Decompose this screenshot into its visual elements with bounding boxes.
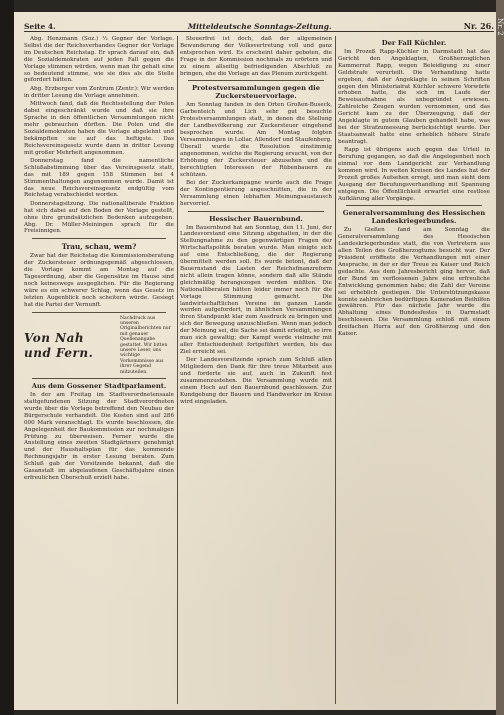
- article-paragraph: Mittwoch fand, daß die Rechtsstellung der Polen dabei eingeschränkt wurde und daß sie ihre Sprache in den öffentlichen Versammlungen nicht mehr gebrauchen dürften. Die Polen und die Sozialdemokraten haben die Vorlage abgelehnt und bekämpften sie auf das heftigste. Das Reichsvereinsgesetz wurde dann in dritter Lesung mit großer Mehrheit angenommen.: [24, 101, 174, 156]
- article-paragraph: Abg. Henzmann (Soz.) ½ Gegner der Vorlage. Selbst die der Reichsverbandes Gegner der Vorlage im Deutschen Reichstag. Er sprach darauf ein, daß die Sozialdemokraten auf jeden Fall gegen die Vorlage stimmen würden, wenn man ihr gehalt eine so bedeutend stimme, wie sie dies als die Stelle gefordert hätten.: [24, 36, 174, 84]
- column-1: [24, 36, 174, 704]
- article-headline: Der Fall Küchler.: [381, 39, 447, 47]
- newspaper-title: Mitteldeutsche Sonntags-Zeitung.: [187, 22, 332, 31]
- section-title: Von Nah und Fern.: [24, 330, 94, 360]
- article-paragraph: Donnerstag fand die namentliche Schlußabstimmung über das Vereinsgesetz statt, das mit 189 gegen 158 Stimmen bei 4 Stimmenthaltungen angenommen wurde. Damit ist das neue Reichsvereinsgesetz endgültig vom Reichstag verabschiedet worden.: [24, 157, 174, 199]
- article-paragraph: In der am Freitag im Stadtverordnetensaale stattgefundenen Sitzung der Stadtverordneten wurde über die Vorlage betreffend den Neubau der Bürgerschule verhandelt. Die Kosten sind auf 286 000 Mark veranschlagt. Es wurde beschlossen, die Angelegenheit der Baukommission zur nochmaligen Prüfung zu überweisen. Ferner wurde die Anstellung eines zweiten Stadtgärtners genehmigt und der Haushaltsplan für das kommende Rechnungsjahr in erster Lesung beraten. Zum Schluß gab der Vorsitzende bekannt, daß die Gasanstalt im abgelaufenen Geschäftsjahre einen erfreulichen Überschuß erzielt habe.: [24, 392, 174, 481]
- section-divider: [188, 211, 324, 212]
- article-paragraph: Zwar hat der Reichstag die Kommissionsberatung der Zuckersteuer ordnungsgemäß abgeschlossen, die Vorlage kommt am Montag auf die Tagesordnung, aber die Gegensätze im Hause sind noch keineswegs ausgeglichen. Für die Regierung wäre es ein schwerer Schlag, wenn das Gesetz im letzten Augenblick noch scheitern würde. Gesiegt hat die Partei der Vernunft.: [24, 253, 174, 308]
- article-headline: Protestversammlungen gegen die Zuckersteuervorlage.: [191, 84, 321, 101]
- scan-right-edge: [496, 0, 504, 715]
- section-divider: [346, 205, 482, 206]
- issue-number: Nr. 26.: [463, 21, 494, 31]
- section-divider: [188, 80, 324, 81]
- reprint-note: Nachdruck aus unseren Originalberichten nur mit genauer Quellenangabe gestattet. Wir bitten unsere Leser, uns wichtige Vorkommnisse aus ihrer Gegend mitzuteilen.: [120, 315, 171, 375]
- article-paragraph: Der Landesvorsitzende sprach zum Schluß allen Mitgliedern den Dank für ihre treue Mitarbeit aus und forderte sie auf, auch in Zukunft fest zusammenzustehen. Die Versammlung wurde mit einem Hoch auf den Bauernbund geschlossen. Zur Kundgebung der Bauern und Handwerker im Kreise wird eingeladen.: [180, 357, 332, 405]
- article-paragraph: Zu Gießen fand am Sonntag die Generalversammlung des Hessischen Landeskriegerbundes statt, die von Vertretern aus allen Teilen des Großherzogtums besucht war. Der Präsident eröffnete die Verhandlungen mit einer Ansprache, in der er der Treue zu Kaiser und Reich gedachte. Aus dem Jahresbericht ging hervor, daß der Bund im verflossenen Jahre eine erfreuliche Entwicklung genommen habe; die Zahl der Vereine sei erheblich gestiegen. Die Unterstützungskasse konnte zahlreichen bedürftigen Kameraden Beihilfen gewähren. Für das nächste Jahr wurde die Abhaltung eines Bundesfestes in Darmstadt beschlossen. Die Versammlung schloß mit einem dreifachen Hurra auf den Großherzog und den Kaiser.: [338, 227, 490, 338]
- article-headline: Aus dem Gossener Stadtparlament.: [31, 382, 167, 391]
- article-paragraph: Bei der Zuckerkampagne wurde auch die Frage der Kontingentierung angeschnitten, die in der Versammlung einen lebhaften Meinungsaustausch hervorrief.: [180, 179, 332, 207]
- article-paragraph: Am Sonntag fanden in den Orten Großen-Buseck, Garbenteich und Lich sehr gut besuchte Protestversammlungen statt, in denen die Stellung der Landbevölkerung zur Zuckersteuer eingehend besprochen wurde. Am Montag folgten Versammlungen in Lollar, Allendorf und Staufenberg. Überall wurde die Resolution einstimmig angenommen, welche die Regierung ersucht, von der Erhöhung der Zuckersteuer abzusehen und die berechtigten Interessen der Rübenbauern zu schützen.: [180, 102, 332, 178]
- section-divider: [32, 312, 166, 313]
- column-rule: [335, 36, 336, 704]
- column-rule: [177, 36, 178, 704]
- adjacent-page-number: Nr. 2: [496, 18, 504, 36]
- section-masthead: [24, 316, 174, 375]
- article-headline: Hessischer Bauernbund.: [209, 214, 303, 223]
- column-2: [180, 36, 332, 704]
- article-paragraph: Steuerfrei ist doch, daß der allgemeinen Bewunderung der Volksvertretung voll und ganz entsprochen wird. Es erscheint daher geboten, die Frage in der Kommission nochmals zu erörtern und zu einem allseitig befriedigenden Abschluß zu bringen, ehe die Vorlage an das Plenum zurückgeht.: [180, 36, 332, 77]
- newspaper-page: [14, 12, 496, 710]
- article-paragraph: Rapp ist übrigens auch gegen das Urteil in Berufung gegangen, so daß die Angelegenheit noch einmal vor dem Landgericht zur Verhandlung kommen wird. In weiten Kreisen des Landes hat der Prozeß großes Aufsehen erregt, und man sieht dem Ausgang der Berufungsverhandlung mit Spannung entgegen. Die Öffentlichkeit erwartet eine restlose Aufklärung aller Vorgänge.: [338, 147, 490, 202]
- section-divider: [32, 238, 166, 239]
- article-paragraph: Im Bauernbund hat am Sonntag, den 11. Juni, der Landesvorstand eine Sitzung abgehalten, in der die Stellungnahme zu den gegenwärtigen Fragen der Wirtschaftspolitik beraten wurde. Man einigte sich auf eine Entschließung, die der Regierung übermittelt werden soll. Es wurde betont, daß der Bauernstand die Lasten der Reichsfinanzreform nicht allein tragen könne, sondern daß alle Stände gleichmäßig herangezogen werden müßten. Die Nationalliberalen hätten leider immer noch für die Vorlage Stimmung gemacht. Die landwirtschaftlichen Vereine im ganzen Lande werden aufgefordert, in ähnlichen Versammlungen ihren Standpunkt klar zum Ausdruck zu bringen und sich der Bewegung anzuschließen. Wenn man jedoch der Meinung sei, die Sache sei damit erledigt, so irre man sich gewaltig; der Kampf werde vielmehr mit aller Entschiedenheit fortgeführt werden, bis das Ziel erreicht sei.: [180, 224, 332, 355]
- scan-left-edge: [0, 0, 14, 715]
- page-header: [24, 18, 494, 32]
- article-headline: Trau, schau, wem?: [61, 242, 137, 252]
- section-divider: [32, 378, 166, 379]
- article-paragraph: Donnerstagsitzung. Die nationalliberale Fraktion hat sich dabei auf den Boden der Vorlage gestellt, ohne ihre grundsätzlichen Bedenken aufzugeben. Abg. Dr. Müller-Meiningen sprach für die Freisinnigen.: [24, 200, 174, 235]
- article-headline: Generalversammlung des Hessischen Landeskriegerbundes.: [342, 209, 486, 226]
- page-number: Seite 4.: [24, 22, 56, 31]
- column-3: [338, 36, 490, 704]
- article-paragraph: Abg. Erzberger vom Zentrum (Zentr.): Wir werden in dritter Lesung die Vorlage annehmen.: [24, 85, 174, 99]
- article-paragraph: Im Prozeß Rapp-Küchler in Darmstadt hat das Gericht den Angeklagten, Großherzoglichen Kammerrat Rapp, wegen Beleidigung zu einer Geldstrafe verurteilt. Die Verhandlung hatte ergeben, daß der Angeklagte in seinen Schriften gegen den Ministerialrat Küchler schwere Vorwürfe erhoben hatte, die sich im Laufe der Beweisaufnahme als unbegründet erwiesen. Zahlreiche Zeugen wurden vernommen, und das Gericht kam zu der Überzeugung, daß der Angeklagte in gutem Glauben gehandelt habe, was bei der Strafzumessung berücksichtigt wurde. Der Staatsanwalt hatte eine erheblich höhere Strafe beantragt.: [338, 49, 490, 145]
